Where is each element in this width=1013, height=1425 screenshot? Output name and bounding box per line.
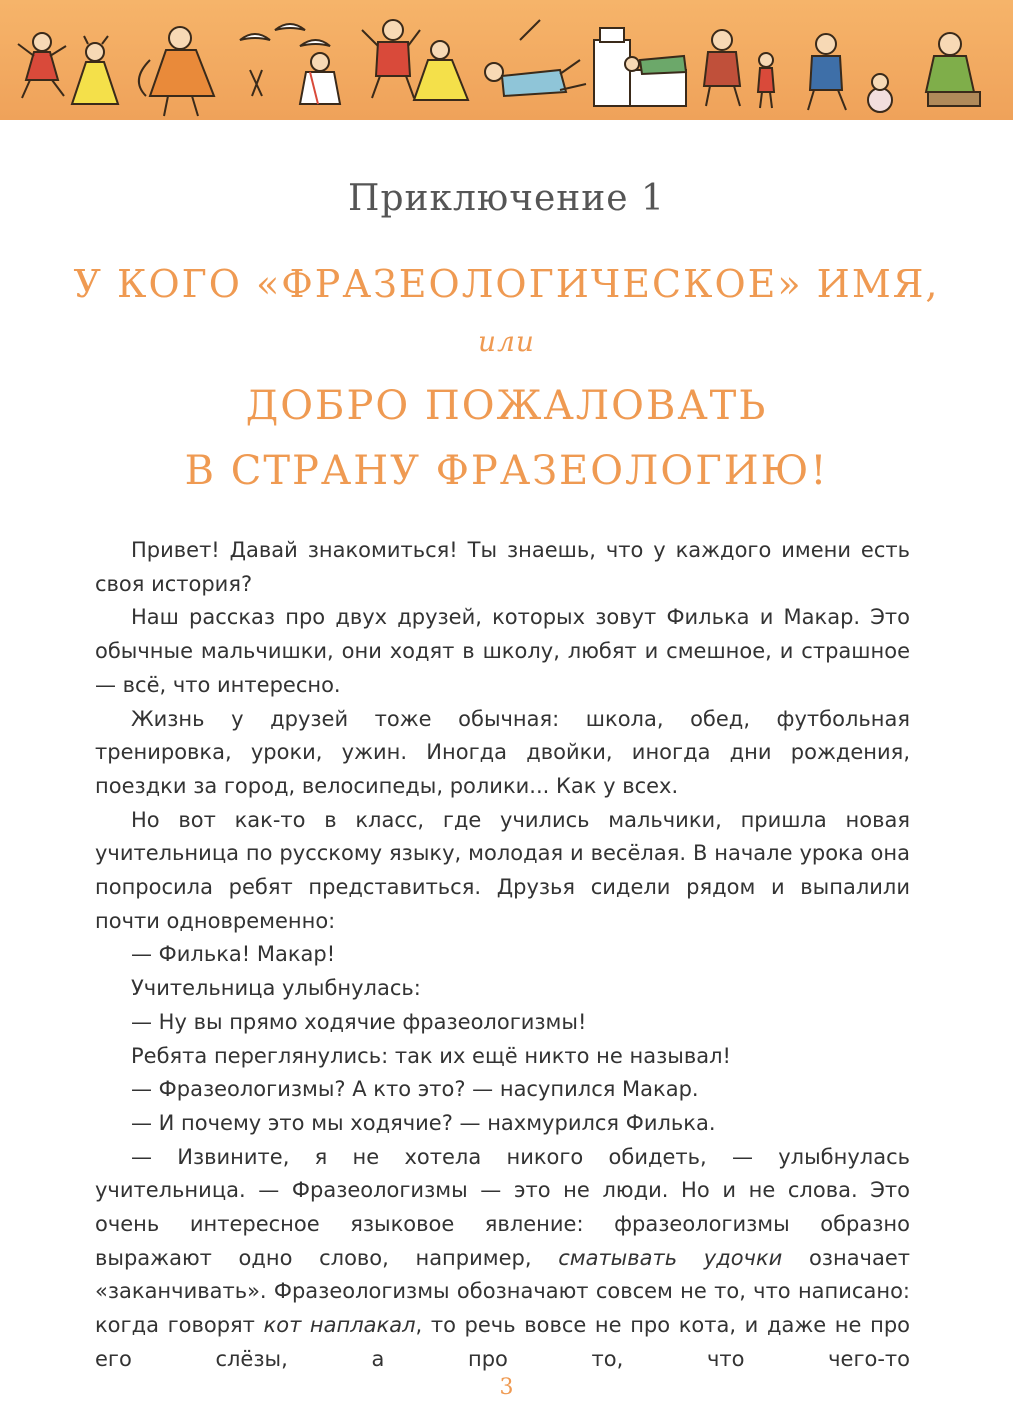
paragraph: Привет! Давай знакомиться! Ты знаешь, что у каждого имени есть своя история? [95, 538, 910, 596]
character-figure [704, 30, 740, 106]
chapter-title-or: или [478, 325, 535, 358]
doll-figure [868, 74, 892, 112]
idiom-example: сматывать удочки [558, 1245, 783, 1270]
paragraph: Но вот как-то в класс, где учились мальчики, пришла новая учительница по русскому языку, молодая и весёлая. В начале урока она попросила ребят представиться. Друзья сидели рядом и выпалили почти одновременно: [95, 807, 910, 933]
chapter-title-line-4: В СТРАНУ ФРАЗЕОЛОГИЮ! [184, 448, 829, 494]
paragraph: — Фразеологизмы? А кто это? — насупился Макар. [131, 1077, 699, 1102]
character-figure [808, 34, 846, 110]
paragraph-text: — Извините, я не хотела никого обидеть, — улыбнулась учительница. — Фразеологизмы — это не люди. Но и не слова. Это очень интересное языковое явление: фразеологизмы образно выражают одно слово, например, [95, 1144, 910, 1270]
idiom-example: кот наплакал [263, 1313, 416, 1338]
paragraph: Жизнь у друзей тоже обычная: школа, обед, футбольная тренировка, уроки, ужин. Иногда двойки, иногда дни рождения, поездки за город, велосипеды, ролики... Как у всех. [95, 706, 910, 798]
character-figure [300, 53, 340, 104]
cartoon-characters-illustration [0, 0, 1013, 120]
paragraph: — Ну вы прямо ходячие фразеологизмы! [131, 1009, 587, 1034]
character-figure [926, 33, 980, 106]
paragraph: Ребята переглянулись: так их ещё никто не называл! [131, 1043, 731, 1068]
body-text [95, 534, 910, 1377]
character-figure [139, 27, 214, 116]
character-figure [18, 33, 66, 98]
stove-figure [594, 28, 686, 106]
paragraph: — И почему это мы ходячие? — нахмурился Филька. [131, 1110, 716, 1135]
character-figure [414, 41, 468, 100]
paragraph: Наш рассказ про двух друзей, которых зовут Филька и Макар. Это обычные мальчишки, они ходят в школу, любят и смешное, и страшное — всё, что интересно. [95, 605, 910, 697]
chapter-label: Приключение 1 [348, 178, 665, 219]
paragraph-text: означает «заканчивать». Фразеологизмы обозначают совсем не то, что написано: когда говорят [95, 1245, 910, 1338]
chapter-title-line-3: ДОБРО ПОЖАЛОВАТЬ [245, 383, 768, 429]
character-figure [72, 36, 118, 104]
character-figure [362, 20, 420, 98]
header-illustration-banner [0, 0, 1013, 120]
paragraph-text: , то речь вовсе не про кота, и даже не про его слёзы, а про то, что чего-то [95, 1313, 910, 1371]
character-figure [485, 20, 586, 96]
character-figure [758, 53, 774, 108]
chapter-title-line-1: У КОГО «ФРАЗЕОЛОГИЧЕСКОЕ» ИМЯ, [73, 262, 940, 306]
paragraph: Учительница улыбнулась: [131, 976, 421, 1001]
paragraph [95, 1141, 910, 1377]
paragraph: — Филька! Макар! [131, 942, 336, 967]
page-number: 3 [499, 1375, 514, 1400]
